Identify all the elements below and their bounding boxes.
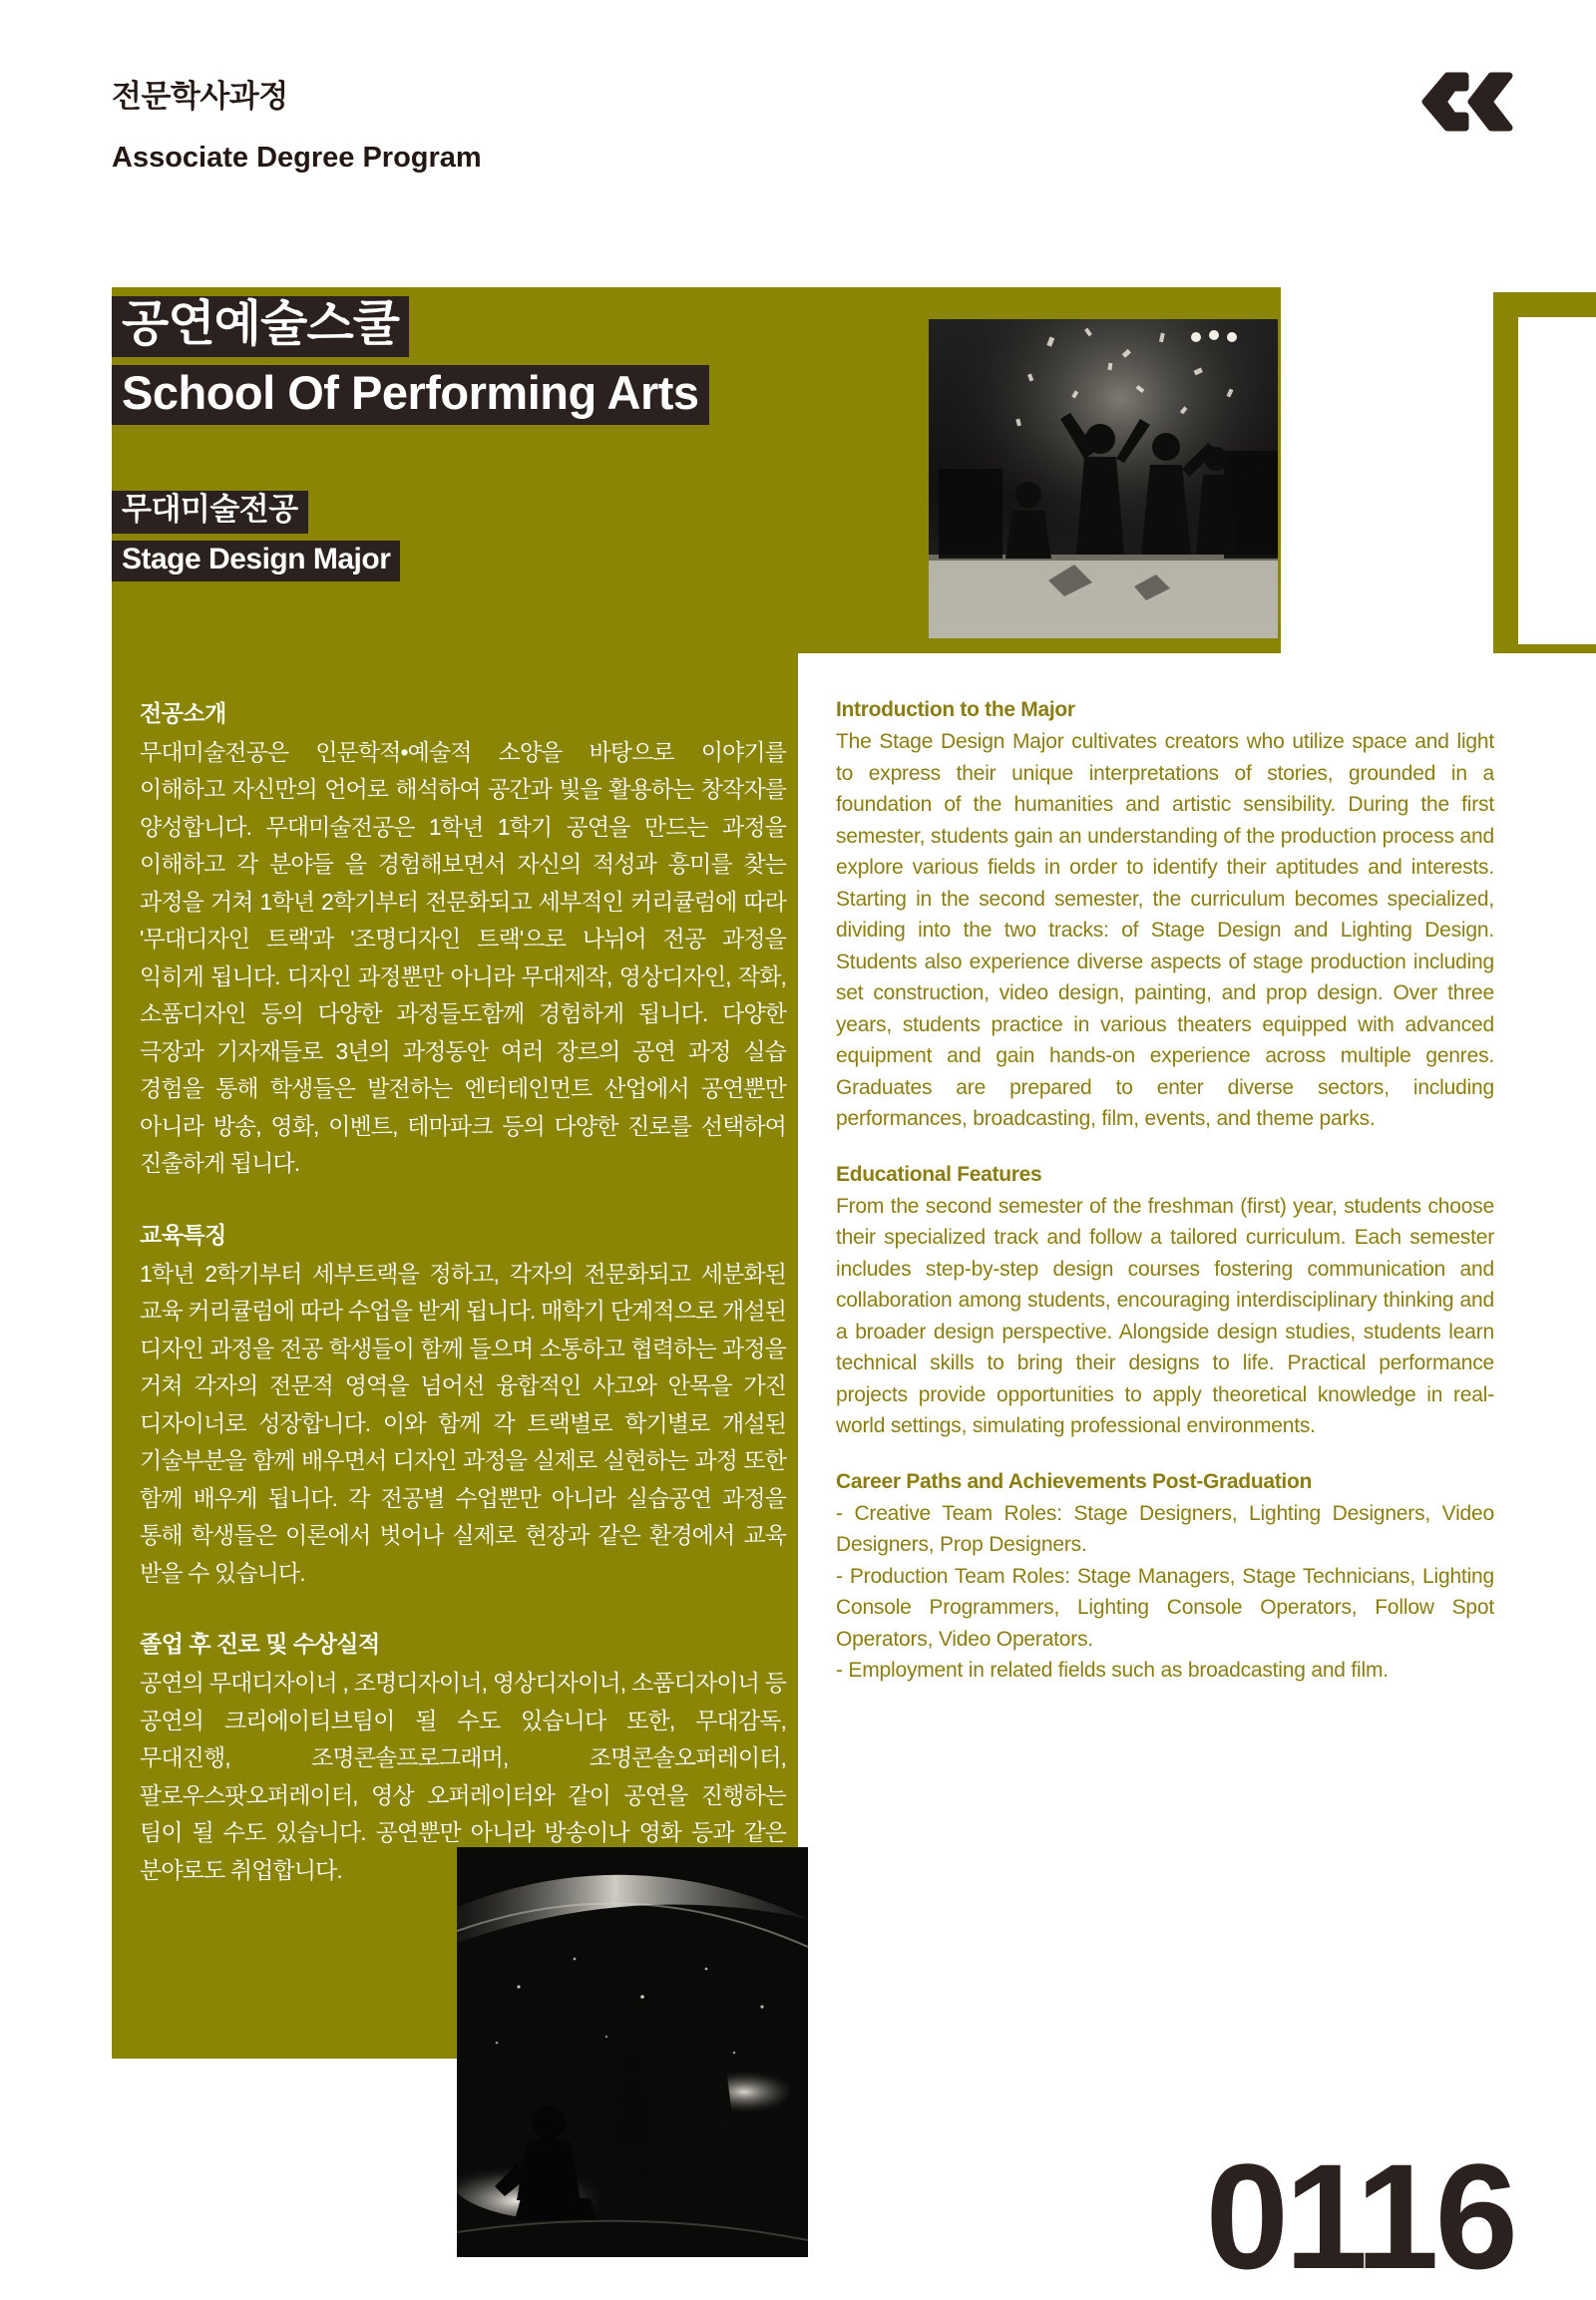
program-title-korean: 전문학사과정 bbox=[112, 79, 288, 114]
korean-intro-body: 무대미술전공은 인문학적•예술적 소양을 바탕으로 이야기를 이해하고 자신만의 언어로 해석하여 공간과 빛을 활용하는 창작자를 양성합니다. 무대미술전공은 1학년 1학기 공연을 만드는 과정을 이해하고 각 분야들 을 경험해보면서 자신의 적성과 흥미를 찾는 과정을 거쳐 1학년 2학기부터 전문화되고 세부적인 커리큘럼에 따라 '무대디자인 트랙'과 '조명디자인 트랙'으로 나뉘어 전공 과정을 익히게 됩니다. 디자인 과정뿐만 아니라 무대제작, 영상디자인, 작화, 소품디자인 등의 다양한 과정들도함께 경험하게 됩니다. 다양한 극장과 기자재들로 3년의 과정동안 여러 장르의 공연 과정 실습 경험을 통해 학생들은 발전하는 엔터테인먼트 산업에서 공연뿐만 아니라 방송, 영화, 이벤트, 테마파크 등의 다양한 진로를 선택하여 진출하게 됩니다. bbox=[140, 739, 786, 1177]
english-career-block bbox=[836, 1470, 1494, 1687]
english-features-body: From the second semester of the freshman (first) year, students choose their specialized track and follow a tailored curriculum. Each semester includes step-by-step design courses fostering communication and collaboration among students, encouraging interdisciplinary thinking and a broader design perspective. Alongside design studies, students learn technical skills to bring their designs to life. Practical performance projects provide opportunities to apply theoretical knowledge in real-world settings, simulating professional environments. bbox=[836, 1194, 1494, 1437]
major-name-korean: 무대미술전공 bbox=[112, 491, 308, 534]
school-name-english: School Of Performing Arts bbox=[112, 365, 709, 424]
major-name-english: Stage Design Major bbox=[112, 541, 400, 582]
major-title-block bbox=[112, 491, 400, 581]
school-name-korean: 공연예술스쿨 bbox=[112, 296, 409, 357]
korean-features-body: 1학년 2학기부터 세부트랙을 정하고, 각자의 전문화되고 세분화된 교육 커리큘럼에 따라 수업을 받게 됩니다. 매학기 단계적으로 개설된 디자인 과정을 전공 학생들이 함께 들으며 소통하고 협력하는 과정을 거쳐 각자의 전문적 영역을 넘어선 융합적인 사고와 안목을 가진 디자이너로 성장합니다. 이와 함께 각 트랙별로 학기별로 개설된 기술부분을 함께 배우면서 디자인 과정을 실제로 실현하는 과정 또한 함께 배우게 됩니다. 각 전공별 수업뿐만 아니라 실습공연 과정을 통해 학생들은 이론에서 벗어나 실제로 현장과 같은 환경에서 교육 받을 수 있습니다. bbox=[140, 1260, 786, 1586]
panel-bottom-notch bbox=[112, 2059, 431, 2258]
document-header bbox=[112, 78, 482, 176]
korean-features-block bbox=[140, 1217, 786, 1592]
english-career-line-3: - Employment in related fields such as broadcasting and film. bbox=[836, 1659, 1389, 1682]
english-career-heading: Career Paths and Achievements Post-Graduation bbox=[836, 1469, 1313, 1493]
korean-career-heading: 졸업 후 진로 및 수상실적 bbox=[140, 1631, 380, 1658]
ck-logo bbox=[1421, 72, 1513, 132]
korean-intro-heading: 전공소개 bbox=[140, 700, 226, 726]
english-features-heading: Educational Features bbox=[836, 1162, 1042, 1186]
korean-features-heading: 교육특징 bbox=[140, 1221, 226, 1248]
korean-content-column bbox=[140, 695, 786, 1923]
page-number: 0116 bbox=[1205, 2132, 1514, 2300]
korean-intro-block bbox=[140, 695, 786, 1183]
stage-performance-photo bbox=[929, 319, 1278, 638]
english-career-line-2: - Production Team Roles: Stage Managers, Stage Technicians, Lighting Console Programmers, Lighting Console Operators, Follow Spot Operators, Video Operators. bbox=[836, 1564, 1494, 1651]
english-features-block bbox=[836, 1163, 1494, 1442]
school-title-block bbox=[112, 296, 709, 425]
korean-career-body: 공연의 무대디자이너 , 조명디자이너, 영상디자이너, 소품디자이너 등 공연의 크리에이티브팀이 될 수도 있습니다 또한, 무대감독, 무대진행, 조명콘솔프로그래머, 조명콘솔오퍼레이터, 팔로우스팟오퍼레이터, 영상 오퍼레이터와 같이 공연을 진행하는 팀이 될 수도 있습니다. 공연뿐만 아니라 방송이나 영화 등과 같은 분야로도 취업합니다. bbox=[140, 1670, 786, 1883]
english-intro-block bbox=[836, 698, 1494, 1135]
program-title-english: Associate Degree Program bbox=[112, 142, 482, 175]
english-content-column bbox=[836, 698, 1494, 1715]
decorative-bracket bbox=[1493, 292, 1596, 669]
english-intro-body: The Stage Design Major cultivates creators who utilize space and light to express their unique interpretations of stories, grounded in a foundation of the humanities and artistic sensibility. During the first semester, students gain an understanding of the production process and explore various fields in order to identify their aptitudes and interests. Starting in the second semester, the curriculum becomes specialized, dividing into the two tracks: of Stage Design and Lighting Design. Students also experience diverse aspects of stage production including set construction, video design, painting, and prop design. Over three years, students practice in various theaters equipped with advanced equipment and gain hands-on experience across multiple genres. Graduates are prepared to enter diverse sectors, including performances, broadcasting, film, events, and theme parks. bbox=[836, 730, 1494, 1130]
english-intro-heading: Introduction to the Major bbox=[836, 698, 1075, 721]
stage-lighting-photo bbox=[457, 1847, 808, 2257]
english-career-line-1: - Creative Team Roles: Stage Designers, Lighting Designers, Video Designers, Prop Designers. bbox=[836, 1501, 1494, 1556]
